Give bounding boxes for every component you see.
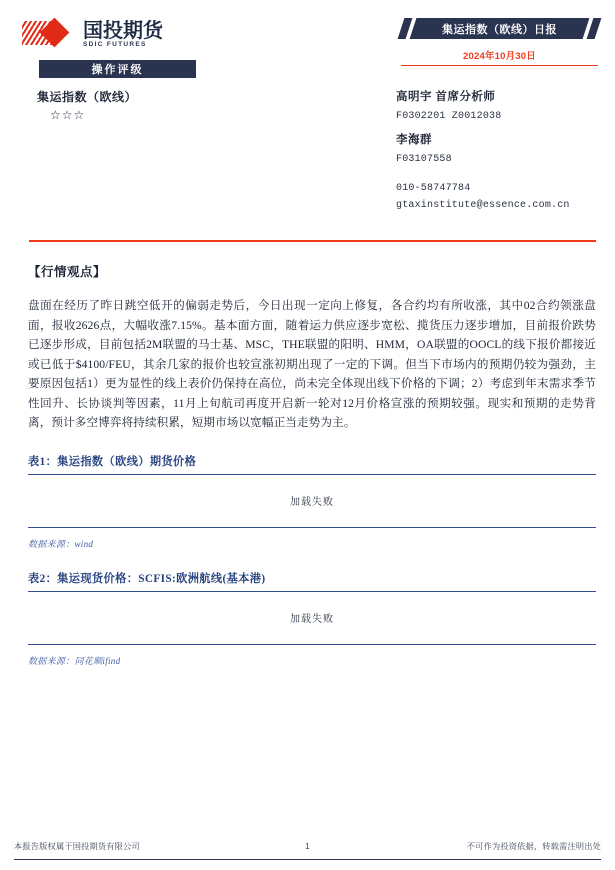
analyst-code-primary: F0302201 Z0012038 (396, 111, 502, 122)
section-title-market-view: 【行情观点】 (28, 265, 107, 279)
header-divider (29, 240, 596, 242)
logo-company-name-en: SDIC FUTURES (83, 40, 147, 48)
sdic-logo-icon (22, 18, 78, 48)
analyst-name-secondary: 李海群 (396, 134, 432, 146)
banner-tick-right (587, 18, 602, 39)
analyst-block (396, 88, 601, 217)
rating-bar-label: 操作评级 (39, 60, 196, 78)
analyst-name-primary: 高明宇 首席分析师 (396, 91, 496, 103)
document-footer (14, 841, 601, 860)
analyst-spacer (396, 174, 601, 183)
rating-stars-icon: ☆☆☆ (50, 108, 86, 122)
footer-page-number: 1 (305, 842, 310, 851)
table-1-placeholder: 加载失败 (28, 475, 596, 528)
report-body (28, 262, 596, 667)
report-title-banner (401, 18, 598, 39)
report-date: 2024年10月30日 (401, 48, 598, 66)
footer-copyright: 本报告版权属于国投期货有限公司 (14, 842, 140, 851)
table-2-source: 数据来源：同花顺ifind (28, 655, 121, 666)
report-title: 集运指数（欧线）日报 (442, 23, 557, 36)
table-block-1 (28, 453, 596, 550)
logo-text (83, 21, 163, 49)
footer-disclaimer: 不可作为投资依据，转载需注明出处 (466, 842, 601, 851)
analyst-code-secondary: F03107558 (396, 154, 452, 165)
table-block-2 (28, 570, 596, 667)
table-2-title: 表2：集运现货价格：SCFIS:欧洲航线(基本港) (28, 570, 596, 592)
document-header (0, 0, 615, 225)
rating-product-name: 集运指数（欧线） (37, 90, 138, 104)
market-view-paragraph: 盘面在经历了昨日跳空低开的偏弱走势后，今日出现一定向上修复，各合约均有所收涨，其中02合约领涨盘面，报收2626点，大幅收涨7.15%。基本面方面，随着运力供应逐步宽松、揽货压力逐步增加，目前报价跌势已逐步形成，目前包括2M联盟的马士基、MSC，THE联盟的阳明、HMM，OA联盟的OOCL的线下报价都接近或已低于$4100/FEU，其余几家的报价也较宣涨初期出现了一定的下调。但当下市场内的预期仍较为强劲，主要原因包括1）更为显性的线上表价仍保持在高位，尚未完全体现出线下价格的下调；2）考虑到年末需求季节性回升、长协谈判等因素，11月上旬航司再度开启新一轮对12月价格宣涨的预期较强。现实和预期的走势背离，预计多空博弈将持续积累，短期市场以宽幅正当走势为主。 (28, 299, 596, 429)
company-logo (22, 18, 163, 48)
contact-email[interactable]: gtaxinstitute@essence.com.cn (396, 200, 570, 211)
table-1-title: 表1：集运指数（欧线）期货价格 (28, 453, 596, 475)
contact-phone: 010-58747784 (396, 183, 471, 194)
table-1-source: 数据来源：wind (28, 538, 94, 549)
logo-company-name-cn: 国投期货 (83, 19, 163, 42)
table-2-placeholder: 加载失败 (28, 592, 596, 645)
